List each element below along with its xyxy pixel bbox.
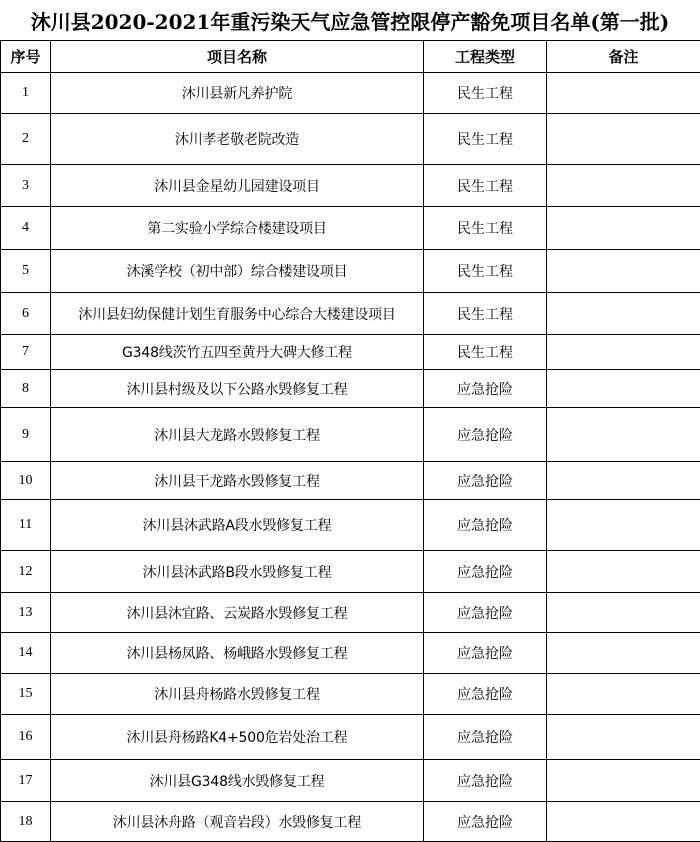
row-project-type: 民生工程 [424, 250, 547, 293]
project-table [0, 40, 700, 842]
row-number: 7 [1, 335, 51, 370]
row-number: 5 [1, 250, 51, 293]
row-project-type: 应急抢险 [424, 462, 547, 500]
row-number: 15 [1, 674, 51, 715]
table-row [1, 370, 700, 408]
row-project-type: 应急抢险 [424, 715, 547, 760]
row-project-type: 应急抢险 [424, 500, 547, 551]
table-row [1, 674, 700, 715]
row-project-type: 民生工程 [424, 293, 547, 335]
row-project-type: 民生工程 [424, 73, 547, 114]
row-project-name: 沐川县干龙路水毁修复工程 [51, 462, 424, 500]
row-number: 14 [1, 633, 51, 674]
row-note [547, 370, 700, 408]
row-number: 17 [1, 760, 51, 802]
row-project-name: 沐川孝老敬老院改造 [51, 114, 424, 165]
table-row [1, 250, 700, 293]
row-number: 4 [1, 207, 51, 250]
row-number: 2 [1, 114, 51, 165]
row-project-name: 沐川县金星幼儿园建设项目 [51, 165, 424, 207]
row-note [547, 715, 700, 760]
table-row [1, 408, 700, 462]
row-project-type: 民生工程 [424, 207, 547, 250]
table-row [1, 114, 700, 165]
row-note [547, 674, 700, 715]
row-number: 3 [1, 165, 51, 207]
row-note [547, 293, 700, 335]
row-number: 18 [1, 802, 51, 842]
row-project-type: 应急抢险 [424, 760, 547, 802]
row-project-name: 沐川县大龙路水毁修复工程 [51, 408, 424, 462]
row-project-name: 沐川县沐武路B段水毁修复工程 [51, 551, 424, 593]
row-number: 12 [1, 551, 51, 593]
row-note [547, 207, 700, 250]
table-row [1, 293, 700, 335]
table-row [1, 715, 700, 760]
row-project-name: 第二实验小学综合楼建设项目 [51, 207, 424, 250]
table-row [1, 593, 700, 633]
row-project-type: 民生工程 [424, 114, 547, 165]
row-project-name: 沐溪学校（初中部）综合楼建设项目 [51, 250, 424, 293]
row-note [547, 335, 700, 370]
row-project-name: 沐川县妇幼保健计划生育服务中心综合大楼建设项目 [51, 293, 424, 335]
header-note: 备注 [547, 41, 700, 73]
row-project-type: 民生工程 [424, 165, 547, 207]
row-note [547, 114, 700, 165]
table-row [1, 462, 700, 500]
header-no: 序号 [1, 41, 51, 73]
row-number: 9 [1, 408, 51, 462]
row-project-type: 民生工程 [424, 335, 547, 370]
row-note [547, 760, 700, 802]
row-number: 11 [1, 500, 51, 551]
table-row [1, 207, 700, 250]
row-project-name: G348线茨竹五四至黄丹大碑大修工程 [51, 335, 424, 370]
table-row [1, 165, 700, 207]
row-project-type: 应急抢险 [424, 408, 547, 462]
row-note [547, 593, 700, 633]
row-project-type: 应急抢险 [424, 593, 547, 633]
row-project-name: 沐川县沐宜路、云炭路水毁修复工程 [51, 593, 424, 633]
row-project-type: 应急抢险 [424, 674, 547, 715]
row-note [547, 250, 700, 293]
row-project-name: 沐川县新凡养护院 [51, 73, 424, 114]
row-project-name: 沐川县舟杨路水毁修复工程 [51, 674, 424, 715]
table-header-row [1, 41, 700, 73]
table-row [1, 335, 700, 370]
row-project-type: 应急抢险 [424, 551, 547, 593]
table-row [1, 551, 700, 593]
row-project-name: 沐川县舟杨路K4+500危岩处治工程 [51, 715, 424, 760]
row-note [547, 73, 700, 114]
table-row [1, 73, 700, 114]
document-title: 沐川县2020-2021年重污染天气应急管控限停产豁免项目名单(第一批) [0, 0, 700, 40]
row-number: 10 [1, 462, 51, 500]
row-project-name: 沐川县村级及以下公路水毁修复工程 [51, 370, 424, 408]
row-note [547, 165, 700, 207]
row-number: 8 [1, 370, 51, 408]
header-project-name: 项目名称 [51, 41, 424, 73]
row-project-type: 应急抢险 [424, 633, 547, 674]
row-note [547, 633, 700, 674]
row-note [547, 408, 700, 462]
table-row [1, 633, 700, 674]
row-number: 6 [1, 293, 51, 335]
row-project-name: 沐川县沐武路A段水毁修复工程 [51, 500, 424, 551]
row-number: 1 [1, 73, 51, 114]
row-project-type: 应急抢险 [424, 370, 547, 408]
row-number: 13 [1, 593, 51, 633]
header-project-type: 工程类型 [424, 41, 547, 73]
row-number: 16 [1, 715, 51, 760]
row-note [547, 500, 700, 551]
table-row [1, 760, 700, 802]
row-note [547, 551, 700, 593]
row-project-type: 应急抢险 [424, 802, 547, 842]
table-row [1, 500, 700, 551]
row-project-name: 沐川县G348线水毁修复工程 [51, 760, 424, 802]
row-project-name: 沐川县沐舟路（观音岩段）水毁修复工程 [51, 802, 424, 842]
row-note [547, 462, 700, 500]
row-project-name: 沐川县杨凤路、杨峨路水毁修复工程 [51, 633, 424, 674]
